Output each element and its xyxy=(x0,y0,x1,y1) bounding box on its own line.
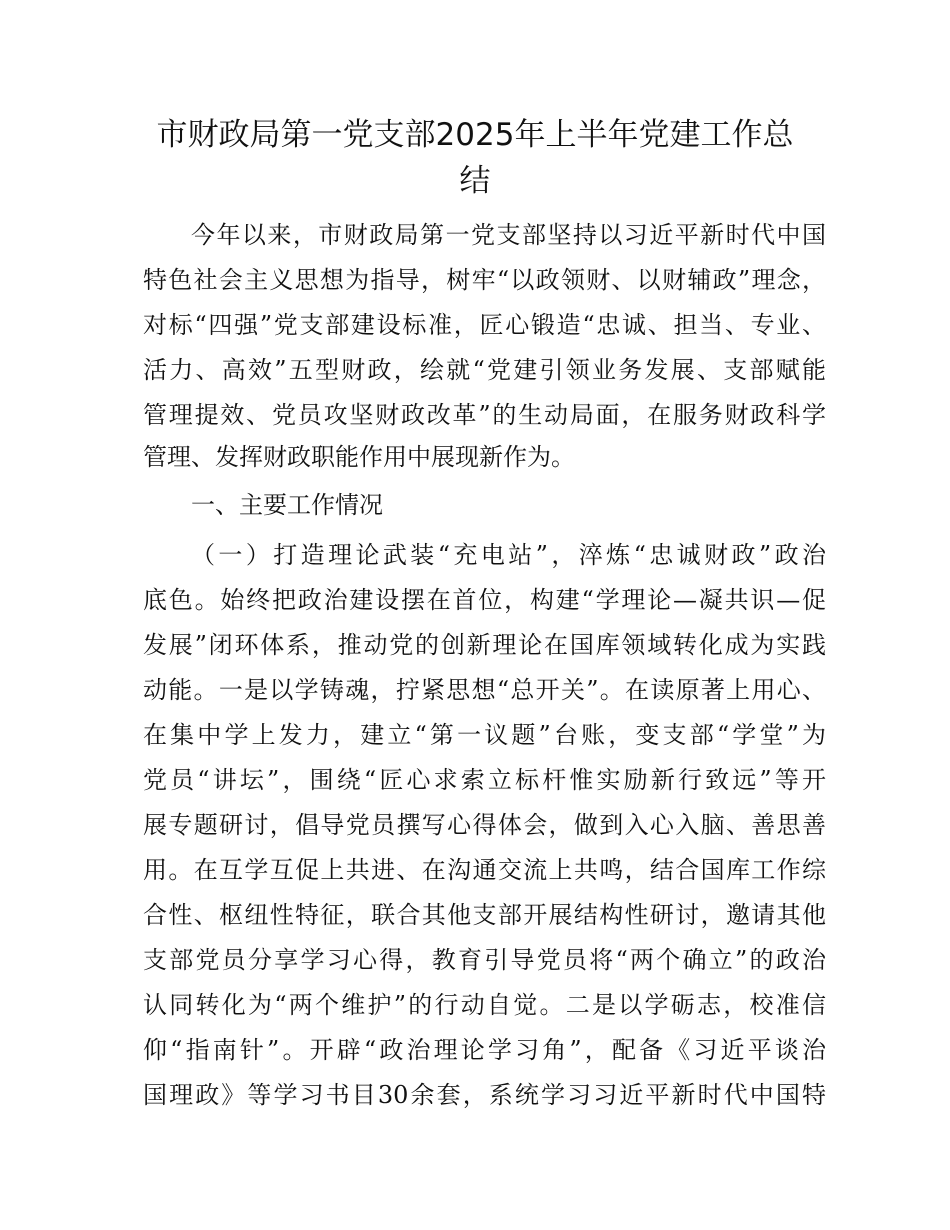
paragraph-line: 合性、枢纽性特征，联合其他支部开展结构性研讨，邀请其他 xyxy=(143,901,826,929)
paragraph-line: 特色社会主义思想为指导，树牢“以政领财、以财辅政”理念， xyxy=(143,266,826,294)
paragraph-line: （一）打造理论武装“充电站”，淬炼“忠诚财政”政治 xyxy=(191,541,826,569)
paragraph-line: 在集中学上发力，建立“第一议题”台账，变支部“学堂”为 xyxy=(143,721,826,749)
paragraph-line: 动能。一是以学铸魂，拧紧思想“总开关”。在读原著上用心、 xyxy=(143,676,826,704)
paragraph-line: 展专题研讨，倡导党员撰写心得体会，做到入心入脑、善思善 xyxy=(143,811,826,839)
paragraph-line: 今年以来，市财政局第一党支部坚持以习近平新时代中国 xyxy=(191,221,826,249)
paragraph-line: 仰“指南针”。开辟“政治理论学习角”，配备《习近平谈治 xyxy=(143,1036,826,1064)
paragraph-line: 认同转化为“两个维护”的行动自觉。二是以学砺志，校准信 xyxy=(143,991,826,1019)
paragraph-line: 用。在互学互促上共进、在沟通交流上共鸣，结合国库工作综 xyxy=(143,856,826,884)
paragraph-line: 支部党员分享学习心得，教育引导党员将“两个确立”的政治 xyxy=(143,946,826,974)
paragraph-line: 国理政》等学习书目30余套，系统学习习近平新时代中国特 xyxy=(143,1081,826,1109)
section-heading: 一、主要工作情况 xyxy=(191,491,383,519)
document-title-line-2: 结 xyxy=(459,163,491,199)
document-title-line-1: 市财政局第一党支部2025年上半年党建工作总 xyxy=(156,117,794,153)
paragraph-line: 对标“四强”党支部建设标准，匠心锻造“忠诚、担当、专业、 xyxy=(143,311,826,339)
paragraph-line: 党员“讲坛”，围绕“匠心求索立标杆惟实励新行致远”等开 xyxy=(143,766,826,794)
paragraph-line: 管理、发挥财政职能作用中展现新作为。 xyxy=(143,443,575,471)
paragraph-line: 活力、高效”五型财政，绘就“党建引领业务发展、支部赋能 xyxy=(143,356,826,384)
paragraph-line: 底色。始终把政治建设摆在首位，构建“学理论—凝共识—促 xyxy=(143,586,826,614)
paragraph-line: 发展”闭环体系，推动党的创新理论在国库领域转化成为实践 xyxy=(143,631,826,659)
paragraph-line: 管理提效、党员攻坚财政改革”的生动局面，在服务财政科学 xyxy=(143,401,826,429)
